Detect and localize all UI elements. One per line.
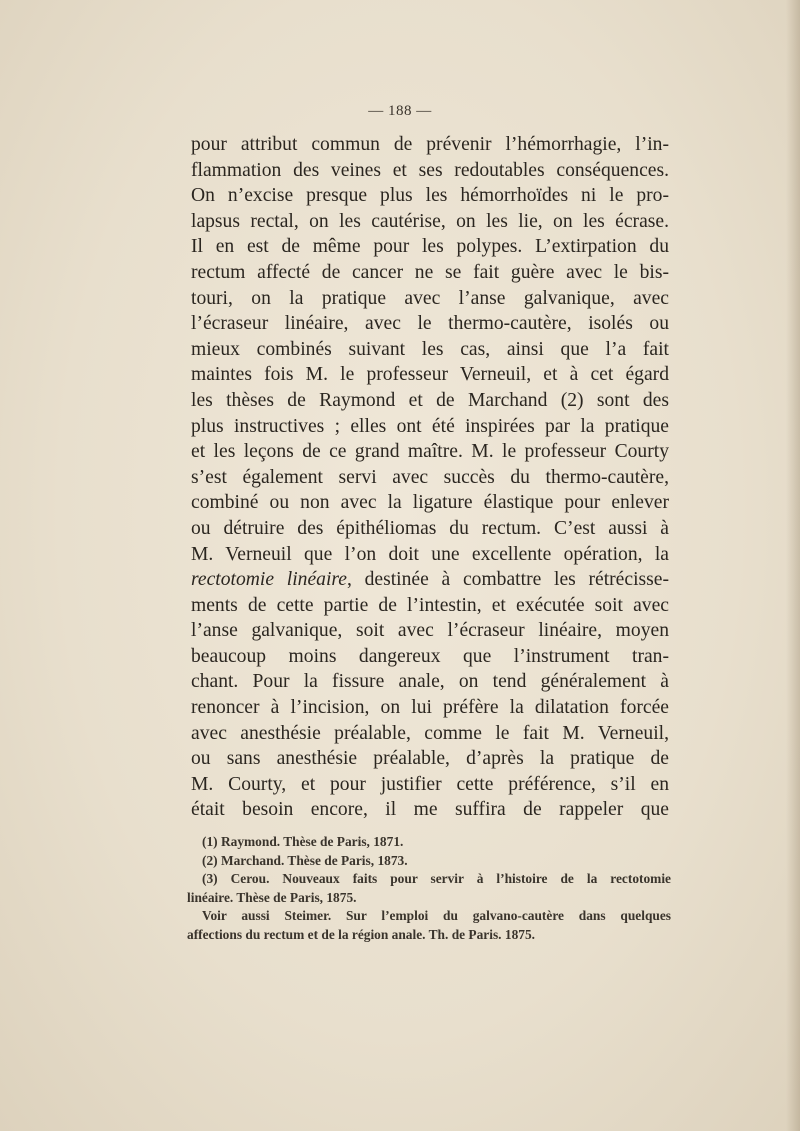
body-line: et les leçons de ce grand maître. M. le professeur Courty bbox=[191, 441, 669, 463]
body-line: ou sans anesthésie préalable, d’après la pratique de bbox=[191, 748, 669, 770]
italic-term: rectotomie linéaire bbox=[191, 569, 347, 591]
body-line: plus instructives ; elles ont été inspirées par la pratique bbox=[191, 415, 669, 437]
body-line: rectum affecté de cancer ne se fait guère avec le bis- bbox=[191, 261, 669, 283]
body-line: était besoin encore, il me suffira de rappeler que bbox=[191, 799, 669, 821]
body-line-italic bbox=[191, 567, 669, 593]
body-line: combiné ou non avec la ligature élastique pour enlever bbox=[191, 492, 669, 514]
footnotes bbox=[187, 833, 671, 945]
body-line: l’écraseur linéaire, avec le thermo-cautère, isolés ou bbox=[191, 313, 669, 335]
body-line: flammation des veines et ses redoutables conséquences. bbox=[191, 159, 669, 181]
body-line: maintes fois M. le professeur Verneuil, et à cet égard bbox=[191, 364, 669, 386]
body-line: On n’excise presque plus les hémorrhoïdes ni le pro- bbox=[191, 185, 669, 207]
body-line: beaucoup moins dangereux que l’instrument tran- bbox=[191, 645, 669, 667]
body-line: ou détruire des épithéliomas du rectum. C’est aussi à bbox=[191, 517, 669, 539]
body-line: renoncer à l’incision, on lui préfère la dilatation forcée bbox=[191, 697, 669, 719]
body-line: ments de cette partie de l’intestin, et exécutée soit avec bbox=[191, 594, 669, 616]
page-number: — 188 — bbox=[368, 103, 432, 119]
page-edge-shadow bbox=[786, 0, 800, 1131]
body-line: avec anesthésie préalable, comme le fait M. Verneuil, bbox=[191, 722, 669, 744]
body-text bbox=[191, 132, 669, 823]
footnote-3-line-1: (3) Cerou. Nouveaux faits pour servir à l’histoire de la rectotomie bbox=[202, 871, 671, 887]
body-line: pour attribut commun de prévenir l’hémorrhagie, l’in- bbox=[191, 134, 669, 155]
body-line: s’est également servi avec succès du thermo-cautère, bbox=[191, 466, 669, 488]
body-line: l’anse galvanique, soit avec l’écraseur linéaire, moyen bbox=[191, 620, 669, 642]
footnote-voir-line-2: affections du rectum et de la région anale. Th. de Paris. 1875. bbox=[187, 926, 536, 942]
footnote-3-line-2: linéaire. Thèse de Paris, 1875. bbox=[187, 889, 357, 905]
body-line: M. Verneuil que l’on doit une excellente opération, la bbox=[191, 543, 669, 565]
body-line: touri, on la pratique avec l’anse galvanique, avec bbox=[191, 287, 669, 309]
body-line: les thèses de Raymond et de Marchand (2) sont des bbox=[191, 389, 669, 411]
body-line: Il en est de même pour les polypes. L’extirpation du bbox=[191, 236, 669, 258]
body-line: chant. Pour la fissure anale, on tend généralement à bbox=[191, 671, 669, 693]
footnote-1: (1) Raymond. Thèse de Paris, 1871. bbox=[202, 834, 404, 849]
body-line: lapsus rectal, on les cautérise, on les lie, on les écrase. bbox=[191, 210, 669, 232]
body-line: M. Courty, et pour justifier cette préférence, s’il en bbox=[191, 773, 669, 795]
italic-line-rest: , destinée à combattre les rétrécisse- bbox=[347, 569, 669, 591]
footnote-2: (2) Marchand. Thèse de Paris, 1873. bbox=[202, 852, 408, 868]
body-line: mieux combinés suivant les cas, ainsi que l’a fait bbox=[191, 338, 669, 360]
footnote-voir-line-1: Voir aussi Steimer. Sur l’emploi du galvano-cautère dans quelques bbox=[202, 908, 671, 924]
